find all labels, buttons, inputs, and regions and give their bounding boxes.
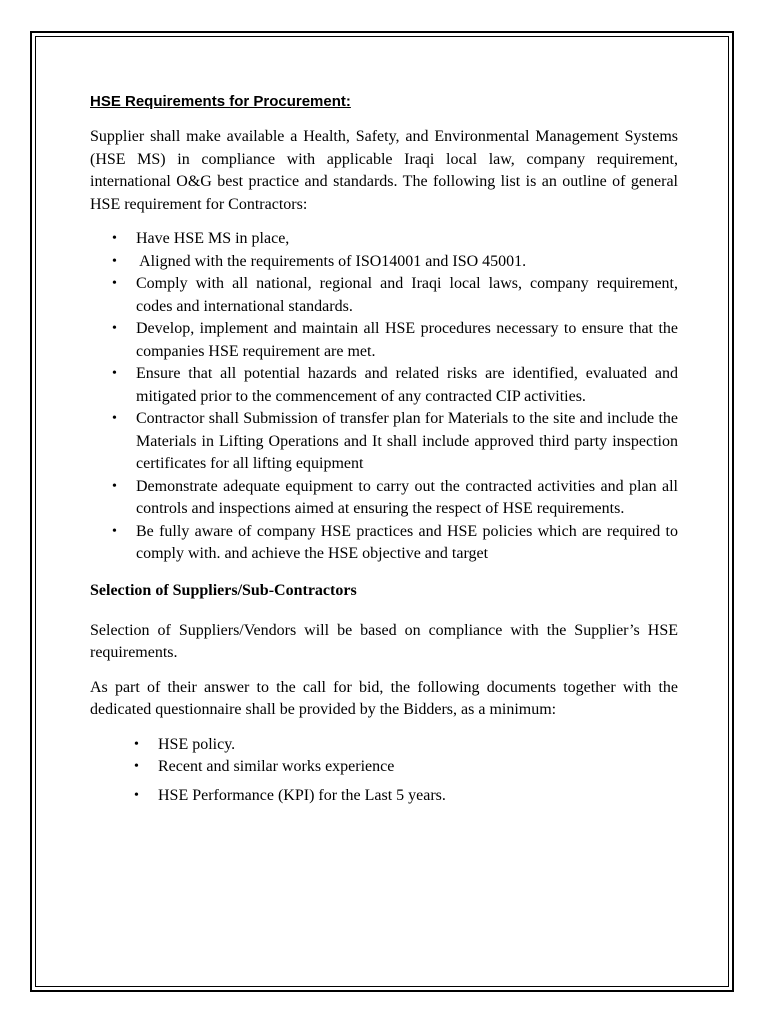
bullet-icon: •: [112, 321, 117, 336]
section-heading-supplier-selection: Selection of Suppliers/Sub-Contractors: [90, 581, 357, 599]
list-item: • Develop, implement and maintain all HSE procedures necessary to ensure that the companies HSE requirement are met.: [112, 320, 678, 360]
bid-documents-list: [90, 734, 678, 808]
intro-paragraph: Supplier shall make available a Health, Safety, and Environmental Management Systems (HSE MS) in compliance with applicable Iraqi local law, company requirement, international O&G best practice and standards. The following list is an outline of general HSE requirement for Contractors:: [90, 128, 678, 213]
list-item: • Have HSE MS in place,: [90, 228, 678, 251]
list-item: • Contractor shall Submission of transfer plan for Materials to the site and include the Materials in Lifting Operations and It shall include approved third party inspection certificates for all lifting equipment: [112, 410, 678, 472]
bullet-icon: •: [112, 411, 117, 426]
list-item: • Aligned with the requirements of ISO14001 and ISO 45001.: [90, 251, 678, 274]
bullet-icon: •: [112, 276, 117, 291]
bid-documents-paragraph: As part of their answer to the call for bid, the following documents together with the dedicated questionnaire shall be provided by the Bidders, as a minimum:: [90, 678, 678, 718]
bullet-icon: •: [112, 231, 117, 246]
list-item: • Demonstrate adequate equipment to carry out the contracted activities and plan all controls and inspections aimed at ensuring the respect of HSE requirements.: [112, 477, 678, 517]
bullet-icon: •: [134, 787, 139, 803]
section-heading-hse-requirements: HSE Requirements for Procurement:: [90, 93, 351, 110]
bullet-icon: •: [112, 478, 117, 494]
list-item: • Comply with all national, regional and Iraqi local laws, company requirement, codes and international standards.: [112, 275, 678, 315]
list-item: • HSE policy.: [90, 734, 678, 757]
bullet-icon: •: [134, 759, 139, 774]
selection-paragraph: Selection of Suppliers/Vendors will be based on compliance with the Supplier’s HSE requirements.: [90, 621, 678, 661]
list-item: • Recent and similar works experience: [90, 756, 678, 779]
bullet-icon: •: [112, 523, 117, 539]
bullet-icon: •: [134, 736, 139, 752]
bullet-icon: •: [112, 366, 117, 381]
list-item: • Be fully aware of company HSE practices and HSE policies which are required to comply with. and achieve the HSE objective and target: [112, 522, 678, 562]
list-item: • Ensure that all potential hazards and related risks are identified, evaluated and mitigated prior to the commencement of any contracted CIP activities.: [112, 365, 678, 405]
list-item: • HSE Performance (KPI) for the Last 5 years.: [90, 785, 678, 808]
document-body: [90, 92, 678, 807]
hse-requirements-list: [90, 228, 678, 566]
bullet-icon: •: [112, 253, 117, 269]
